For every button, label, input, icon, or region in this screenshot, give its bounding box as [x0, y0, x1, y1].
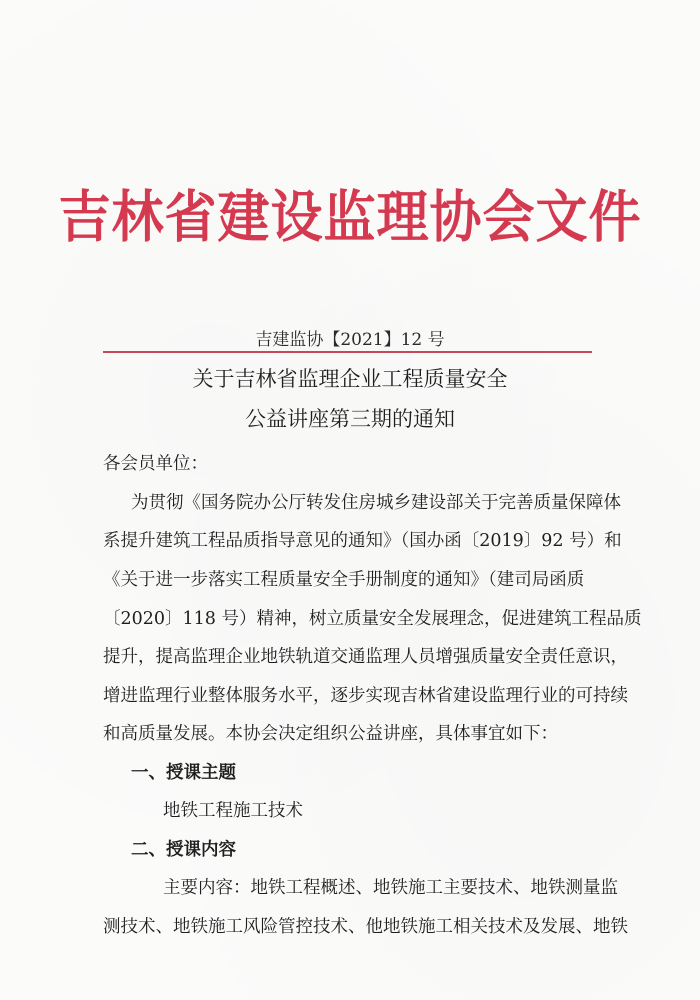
section-1-heading: 一、授课主题 [131, 763, 236, 783]
intro-paragraph-line-3: 《关于进一步落实工程质量安全手册制度的通知》（建司局函质 [103, 570, 585, 590]
masthead-title: 吉林省建设监理协会文件 [58, 185, 642, 251]
salutation: 各会员单位： [103, 454, 208, 474]
intro-paragraph-line-7: 和高质量发展。本协会决定组织公益讲座，具体事宜如下： [103, 724, 558, 744]
intro-paragraph-line-6: 增进监理行业整体服务水平，逐步实现吉林省建设监理行业的可持续 [103, 686, 628, 706]
document-number: 吉建监协【2021】12 号 [255, 330, 445, 350]
section-2-heading: 二、授课内容 [131, 840, 236, 860]
notice-title-line-2: 公益讲座第三期的通知 [245, 407, 455, 431]
red-divider-rule [103, 351, 592, 353]
section-2-body-line-2: 测技术、地铁施工风险管控技术、他地铁施工相关技术及发展、地铁 [103, 917, 628, 937]
intro-paragraph-line-2: 系提升建筑工程品质指导意见的通知》（国办函〔2019〕92 号）和 [103, 531, 622, 551]
intro-paragraph-line-5: 提升，提高监理企业地铁轨道交通监理人员增强质量安全责任意识， [103, 647, 628, 667]
section-2-body-line-1: 主要内容：地铁工程概述、地铁施工主要技术、地铁测量监 [163, 878, 618, 898]
intro-paragraph-line-4: 〔2020〕118 号）精神，树立质量安全发展理念，促进建筑工程品质 [103, 609, 642, 629]
notice-title-line-1: 关于吉林省监理企业工程质量安全 [192, 367, 508, 391]
intro-paragraph-line-1: 为贯彻《国务院办公厅转发住房城乡建设部关于完善质量保障体 [131, 493, 621, 513]
section-1-body-line-1: 地铁工程施工技术 [163, 801, 303, 821]
